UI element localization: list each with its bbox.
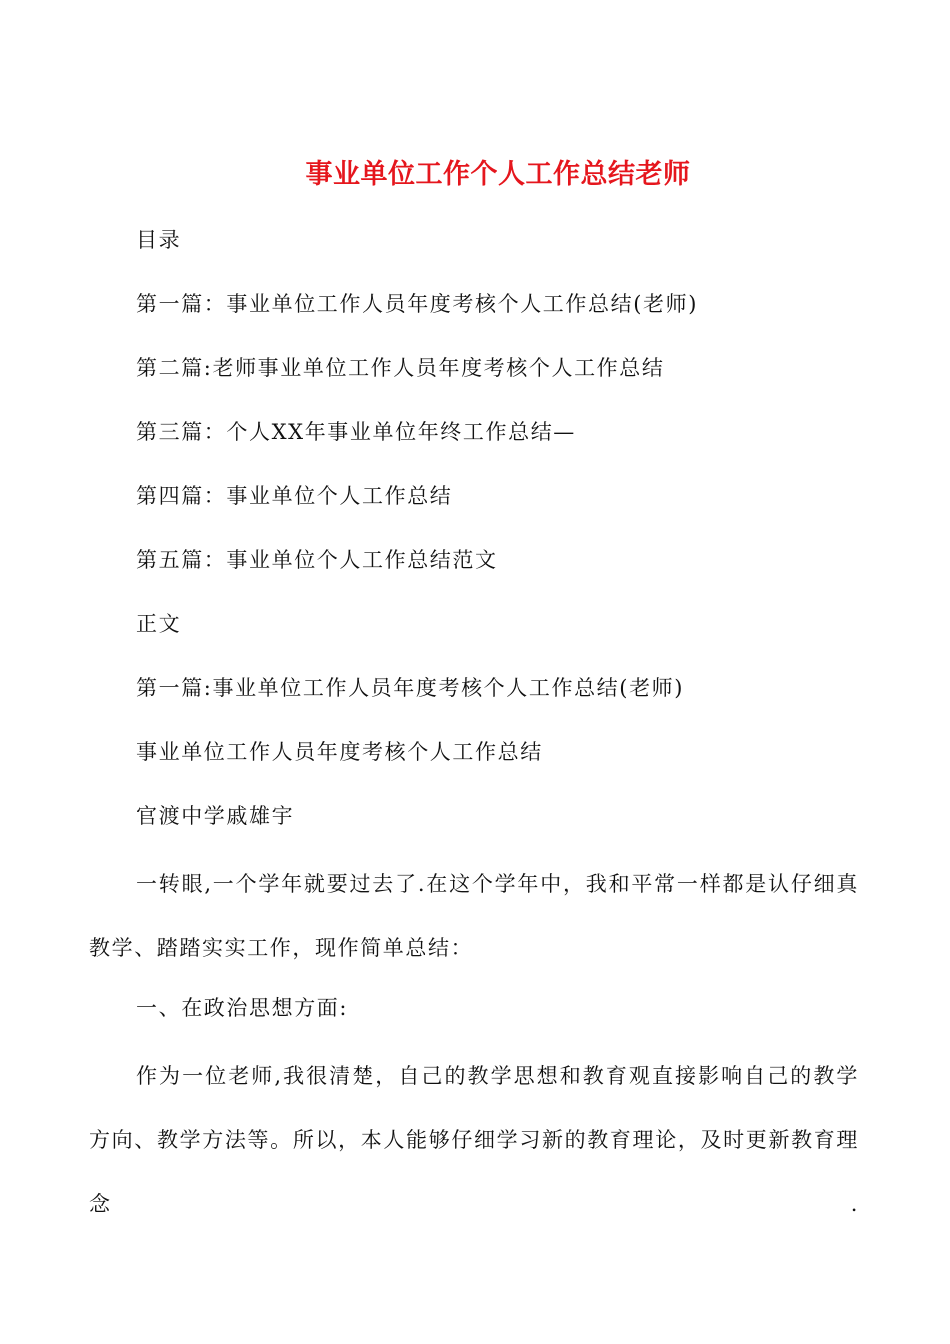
toc-item-1[interactable]: 第一篇：事业单位工作人员年度考核个人工作总结(老师) xyxy=(136,292,698,316)
document-title: 事业单位工作个人工作总结老师 xyxy=(305,159,691,190)
toc-item-4[interactable]: 第四篇：事业单位个人工作总结 xyxy=(136,484,453,508)
subtitle: 事业单位工作人员年度考核个人工作总结 xyxy=(136,740,543,764)
paragraph-politics: 作为一位老师,我很清楚，自己的教学思想和教育观直接影响自己的教学方向、教学方法等。所以，本人能够仔细学习新的教育理论，及时更新教育理念. xyxy=(89,1064,859,1216)
body-heading: 正文 xyxy=(136,612,182,636)
toc-item-3[interactable]: 第三篇：个人XX年事业单位年终工作总结— xyxy=(136,420,576,444)
author-line: 官渡中学戚雄宇 xyxy=(136,804,295,828)
toc-item-5[interactable]: 第五篇：事业单位个人工作总结范文 xyxy=(136,548,498,572)
toc-heading: 目录 xyxy=(136,228,182,252)
section-heading-politics: 一、在政治思想方面: xyxy=(136,996,349,1020)
section-title: 第一篇:事业单位工作人员年度考核个人工作总结(老师) xyxy=(136,676,685,700)
paragraph-intro: 一转眼,一个学年就要过去了.在这个学年中，我和平常一样都是认仔细真教学、踏踏实实工作，现作简单总结： xyxy=(89,872,859,960)
toc-item-2[interactable]: 第二篇:老师事业单位工作人员年度考核个人工作总结 xyxy=(136,356,665,380)
